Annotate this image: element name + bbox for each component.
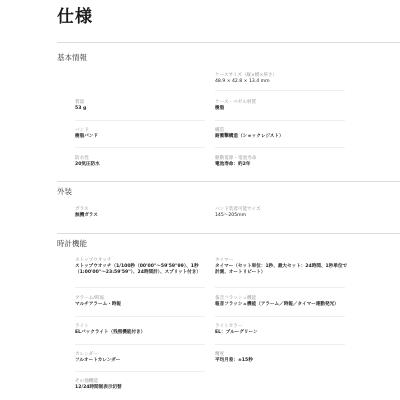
spec-label: タイマー	[215, 258, 234, 263]
spec-label: ライト	[75, 324, 89, 329]
spec-label: 精度	[215, 352, 225, 357]
spec-stopwatch	[75, 258, 205, 276]
spec-label: 質量	[75, 100, 85, 105]
spec-label: その他機能	[75, 379, 98, 384]
spec-label: バンド	[75, 128, 89, 133]
spec-value: 電池寿命：約2年	[215, 162, 251, 167]
spec-band	[75, 128, 205, 140]
section-heading-basic: 基本情報	[57, 53, 87, 62]
spec-battery	[215, 156, 345, 168]
spec-value: EL：ブルーグリーン	[215, 330, 258, 335]
spec-case-bezel	[215, 100, 345, 112]
spec-value-line-1: タイマー（セット単位：1秒、最大セット：24時間、1秒単位で	[215, 264, 348, 269]
spec-label: ストップウオッチ	[75, 258, 112, 263]
spec-value: 145〜205mm	[215, 213, 247, 218]
row-divider	[75, 371, 205, 372]
spec-value: 20気圧防水	[75, 162, 100, 167]
spec-label: ケース・ベゼル材質	[215, 100, 257, 105]
section-divider-exterior	[57, 181, 400, 182]
spec-value: マルチアラーム・時報	[75, 302, 121, 307]
spec-weight	[75, 100, 205, 112]
spec-label: 報音フラッシュ機能	[215, 296, 257, 301]
spec-value-line-2: （1:00'00"〜23:59'59"）、24時間計）、スプリット付き）	[75, 270, 201, 275]
row-divider	[75, 147, 205, 148]
spec-calendar	[75, 352, 205, 364]
section-heading-exterior: 外装	[57, 187, 72, 196]
spec-value: 耐衝撃構造（ショックレジスト）	[215, 134, 284, 139]
row-divider	[75, 316, 205, 317]
spec-structure	[215, 128, 345, 140]
spec-label: 駆動電源・電池寿命	[215, 156, 257, 161]
row-divider	[215, 344, 345, 345]
spec-label: 防水性	[75, 156, 89, 161]
spec-light	[75, 324, 205, 336]
spec-value: 53 g	[75, 106, 87, 111]
spec-value: 平均月差：±15秒	[215, 358, 253, 363]
spec-value: 48.9 × 42.8 × 13.4 mm	[215, 79, 270, 84]
spec-case-size	[215, 73, 345, 85]
spec-label: バンド装着可能サイズ	[215, 207, 261, 212]
row-divider	[215, 90, 345, 91]
spec-light-color	[215, 324, 345, 336]
spec-accuracy	[215, 352, 345, 364]
row-divider	[215, 120, 345, 121]
spec-value-line-1: ストップウオッチ（1/100秒（00'00"〜59'59"99）、1秒	[75, 264, 199, 269]
spec-value-line-2: 計測、オートリピート）	[215, 270, 266, 275]
section-heading-functions: 時計機能	[57, 239, 87, 248]
spec-alarm	[75, 296, 205, 308]
spec-timer	[215, 258, 348, 276]
spec-glass	[75, 207, 205, 219]
row-divider	[75, 120, 205, 121]
spec-label: 構造	[215, 128, 225, 133]
row-divider	[75, 344, 205, 345]
row-divider	[75, 287, 205, 288]
row-divider	[215, 287, 345, 288]
spec-label: ケースサイズ（縦×横×厚さ）	[215, 73, 278, 78]
spec-label: ガラス	[75, 207, 89, 212]
spec-label: アラーム/時報	[75, 296, 105, 301]
spec-value: 12/24時間制表示切替	[75, 385, 122, 390]
spec-flash-alert	[215, 296, 345, 308]
spec-value: 報音フラッシュ機能（アラーム／時報／タイマー連動発光）	[215, 302, 339, 307]
row-divider	[215, 147, 345, 148]
spec-water-resistance	[75, 156, 205, 168]
page-title: 仕様	[57, 7, 93, 27]
spec-value: 樹脂バンド	[75, 134, 98, 139]
spec-value: 無機ガラス	[75, 213, 98, 218]
section-divider-basic	[57, 42, 400, 43]
spec-label: カレンダー	[75, 352, 98, 357]
section-divider-functions	[57, 233, 400, 234]
spec-band-size	[215, 207, 345, 219]
spec-value: 樹脂	[215, 106, 225, 111]
spec-label: ライトカラー	[215, 324, 243, 329]
spec-other	[75, 379, 205, 391]
row-divider	[215, 316, 345, 317]
spec-value: フルオートカレンダー	[75, 358, 121, 363]
spec-value: ELバックライト（残照機能付き）	[75, 330, 146, 335]
